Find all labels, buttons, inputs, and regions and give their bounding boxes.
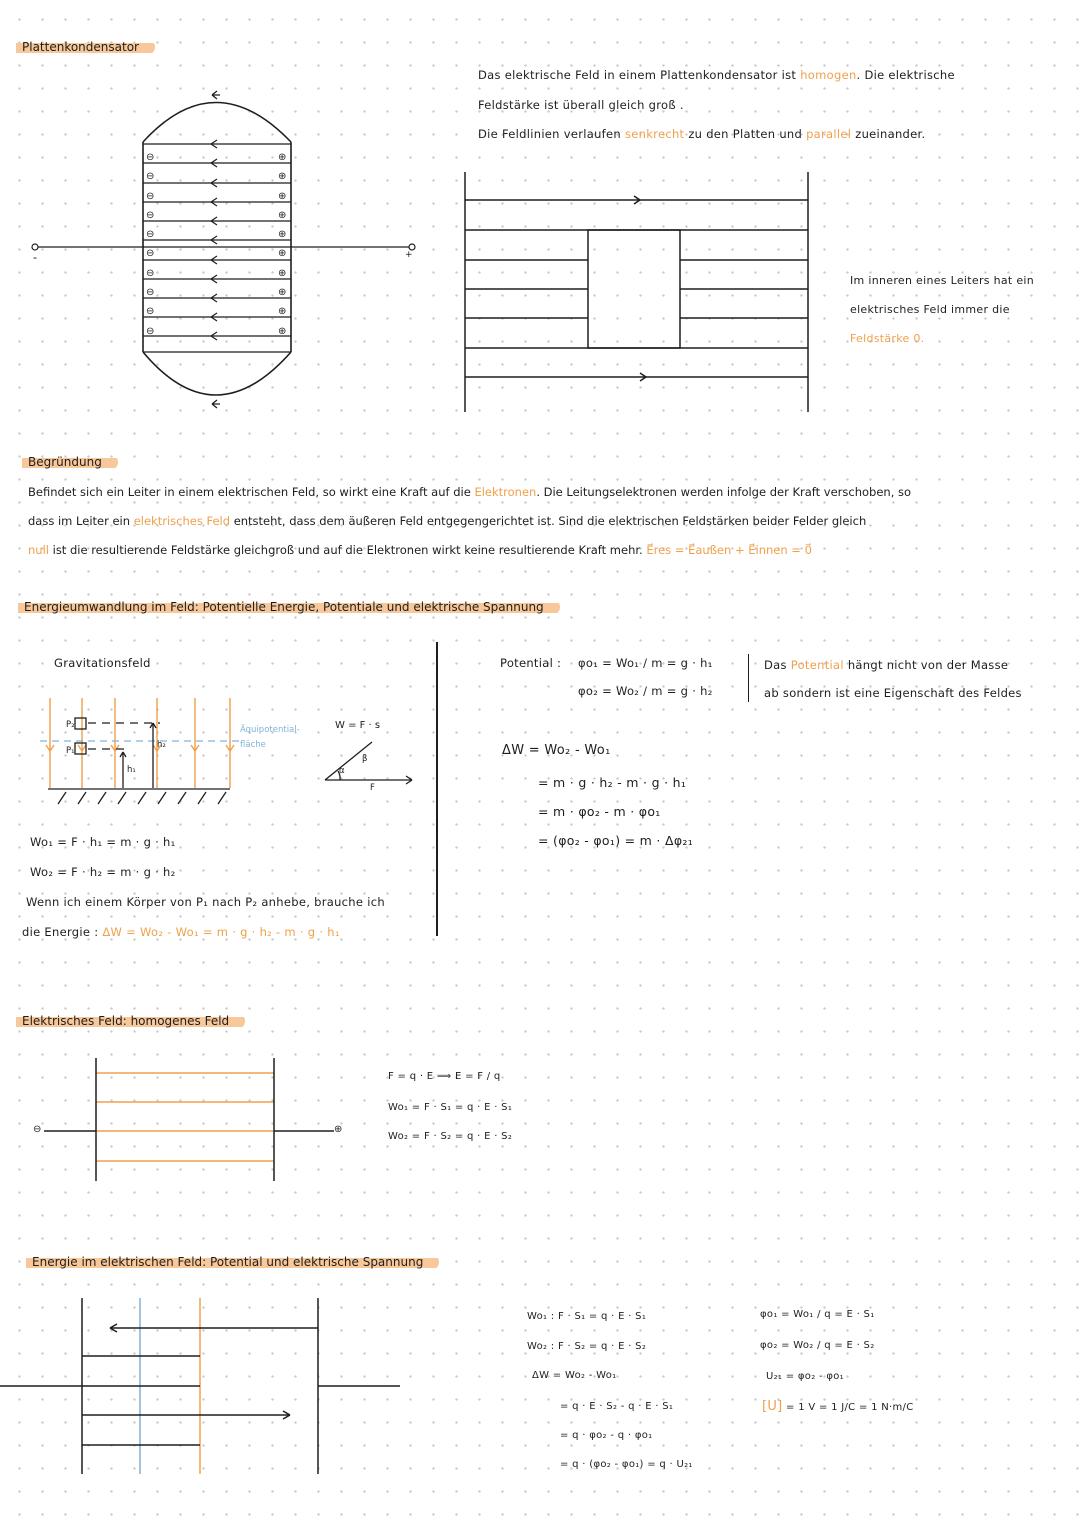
plus-charge: ⊕ xyxy=(278,287,287,299)
plus-charge: ⊕ xyxy=(278,152,287,163)
phi2-formula: φo₂ = Wo₂ / m = g · h₂ xyxy=(578,684,713,698)
wo2-formula: Wo₂ = F · h₂ = m · g · h₂ xyxy=(30,865,176,879)
homogenes-feld-diagram xyxy=(30,1056,360,1186)
minus-charge: ⊖ xyxy=(146,267,155,279)
spannung-dw: ΔW = Wo₂ - Wo₁ xyxy=(532,1370,617,1381)
dw-line4: = (φo₂ - φo₁) = m · Δφ₂₁ xyxy=(538,833,694,848)
section-title-energieumwandlung: Energieumwandlung im Feld: Potentielle Energie, Potentiale und elektrische Spannung xyxy=(18,599,560,615)
spannung-r2: = q · φo₂ - q · φo₁ xyxy=(560,1430,653,1441)
platten-text-line1: Das elektrische Feld in einem Plattenkondensator ist homogen. Die elektrische xyxy=(478,68,955,82)
alpha-label: α xyxy=(339,766,345,776)
gravitation-text2: die Energie : ΔW = Wo₂ - Wo₁ = m · g · h₂ - m · g · h₁ xyxy=(22,925,340,939)
minus-charge: ⊖ xyxy=(146,306,155,318)
leiter-note-line2: elektrisches Feld immer die xyxy=(850,303,1010,316)
section-title-begruendung: Begründung xyxy=(22,454,118,470)
beta-label: β xyxy=(362,754,368,764)
spannung-einheit: [U] = 1 V = 1 J/C = 1 N·m/C xyxy=(762,1399,914,1414)
phi1-formula: φo₁ = Wo₁ / m = g · h₁ xyxy=(578,656,713,670)
minus-charge: ⊖ xyxy=(146,171,155,183)
minus-charge: ⊖ xyxy=(146,209,155,221)
aequipotential-label-2: fläche xyxy=(240,740,266,750)
minus-charge: ⊖ xyxy=(146,325,155,337)
platten-text-line3: Die Feldlinien verlaufen senkrecht zu den Platten und parallel zueinander. xyxy=(478,127,926,141)
minus-charge: ⊖ xyxy=(146,152,155,163)
minus-charge: ⊖ xyxy=(146,190,155,202)
plus-charge: ⊕ xyxy=(278,325,287,337)
homogen-formula-1: F = q · E ⟹ E = F / q xyxy=(388,1071,501,1082)
aequipotential-label: Äquipotential- xyxy=(240,725,300,735)
gravitationsfeld-label: Gravitationsfeld xyxy=(54,656,151,670)
spannung-u21: U₂₁ = φo₂ - φo₁ xyxy=(766,1371,844,1382)
homogen-formula-3: Wo₂ = F · S₂ = q · E · S₂ xyxy=(388,1131,513,1142)
p1-label: P₁ xyxy=(66,746,75,756)
plus-charge: ⊕ xyxy=(278,190,287,202)
plus-charge: ⊕ xyxy=(278,306,287,318)
h1-label: h₁ xyxy=(127,765,136,775)
divider xyxy=(436,642,438,936)
plus-charge: ⊕ xyxy=(278,267,287,279)
spannung-phi2: φo₂ = Wo₂ / q = E · S₂ xyxy=(760,1340,875,1351)
minus-terminal-label: - xyxy=(33,250,38,264)
begruendung-line3: null ist die resultierende Feldstärke gleichgroß und auf die Elektronen wirkt keine resultierende Kraft mehr. E⃗res = E⃗außen + E⃗innen = 0⃗ xyxy=(28,543,812,557)
spannung-r1: = q · E · S₂ - q · E · S₁ xyxy=(560,1401,674,1412)
potential-label: Potential : xyxy=(500,656,562,670)
gravitationsfeld-diagram xyxy=(40,696,290,816)
section-title-homogenes-feld: Elektrisches Feld: homogenes Feld xyxy=(16,1013,245,1029)
plattenkondensator-diagram xyxy=(25,88,445,418)
plus-charge: ⊕ xyxy=(278,171,287,183)
minus-charge: ⊖ xyxy=(146,287,155,299)
spannung-r3: = q · (φo₂ - φo₁) = q · U₂₁ xyxy=(560,1459,693,1470)
leiter-note-line3: Feldstärke 0. xyxy=(850,332,925,345)
dw-line1: ΔW = Wo₂ - Wo₁ xyxy=(502,743,611,758)
potential-divider xyxy=(748,654,749,702)
homogen-formula-2: Wo₁ = F · S₁ = q · E · S₁ xyxy=(388,1102,513,1113)
force-label: F xyxy=(370,783,375,793)
gravitation-text1: Wenn ich einem Körper von P₁ nach P₂ anhebe, brauche ich xyxy=(26,895,385,909)
begruendung-line1: Befindet sich ein Leiter in einem elektrischen Feld, so wirkt eine Kraft auf die Elektronen. Die Leitungselektronen werden infolge der Kraft verschoben, so xyxy=(28,485,912,499)
plus-charges xyxy=(278,148,286,341)
homogen-minus-terminal: ⊖ xyxy=(33,1124,42,1135)
section-title-plattenkondensator: Plattenkondensator xyxy=(16,39,155,55)
plus-terminal-label: + xyxy=(405,250,413,260)
minus-charges xyxy=(146,148,154,341)
section-title-energie-elektrisch: Energie im elektrischen Feld: Potential und elektrische Spannung xyxy=(26,1254,439,1270)
platten-text-line2: Feldstärke ist überall gleich groß . xyxy=(478,98,684,112)
begruendung-line2: dass im Leiter ein elektrisches Feld entsteht, dass dem äußeren Feld entgegengerichtet ist. Sind die elektrischen Feldstärken beider Felder gleich xyxy=(28,514,867,528)
leiter-note-line1: Im inneren eines Leiters hat ein xyxy=(850,274,1035,287)
h2-label: h₂ xyxy=(157,740,166,750)
spannung-diagram xyxy=(0,1294,400,1484)
homogen-plus-terminal: ⊕ xyxy=(334,1124,343,1135)
spannung-w1: Wo₁ : F · S₁ = q · E · S₁ xyxy=(527,1311,647,1322)
minus-charge: ⊖ xyxy=(146,248,155,260)
potential-note-line1: Das Potential hängt nicht von der Masse xyxy=(764,658,1009,672)
spannung-phi1: φo₁ = Wo₁ / q = E · S₁ xyxy=(760,1309,875,1320)
minus-charge: ⊖ xyxy=(146,229,155,241)
p2-label: P₂ xyxy=(66,720,75,730)
dw-line3: = m · φo₂ - m · φo₁ xyxy=(538,804,661,819)
work-formula: W = F · s xyxy=(335,720,381,731)
force-angle-diagram xyxy=(320,740,420,810)
dw-line2: = m · g · h₂ - m · g · h₁ xyxy=(538,775,687,790)
potential-note-line2: ab sondern ist eine Eigenschaft des Feldes xyxy=(764,686,1022,700)
begruendung-paragraph xyxy=(28,478,1068,565)
leiter-im-feld-diagram xyxy=(460,168,820,418)
plus-charge: ⊕ xyxy=(278,229,287,241)
spannung-w2: Wo₂ : F · S₂ = q · E · S₂ xyxy=(527,1341,647,1352)
plus-charge: ⊕ xyxy=(278,209,287,221)
plus-charge: ⊕ xyxy=(278,248,287,260)
wo1-formula: Wo₁ = F · h₁ = m · g · h₁ xyxy=(30,835,176,849)
